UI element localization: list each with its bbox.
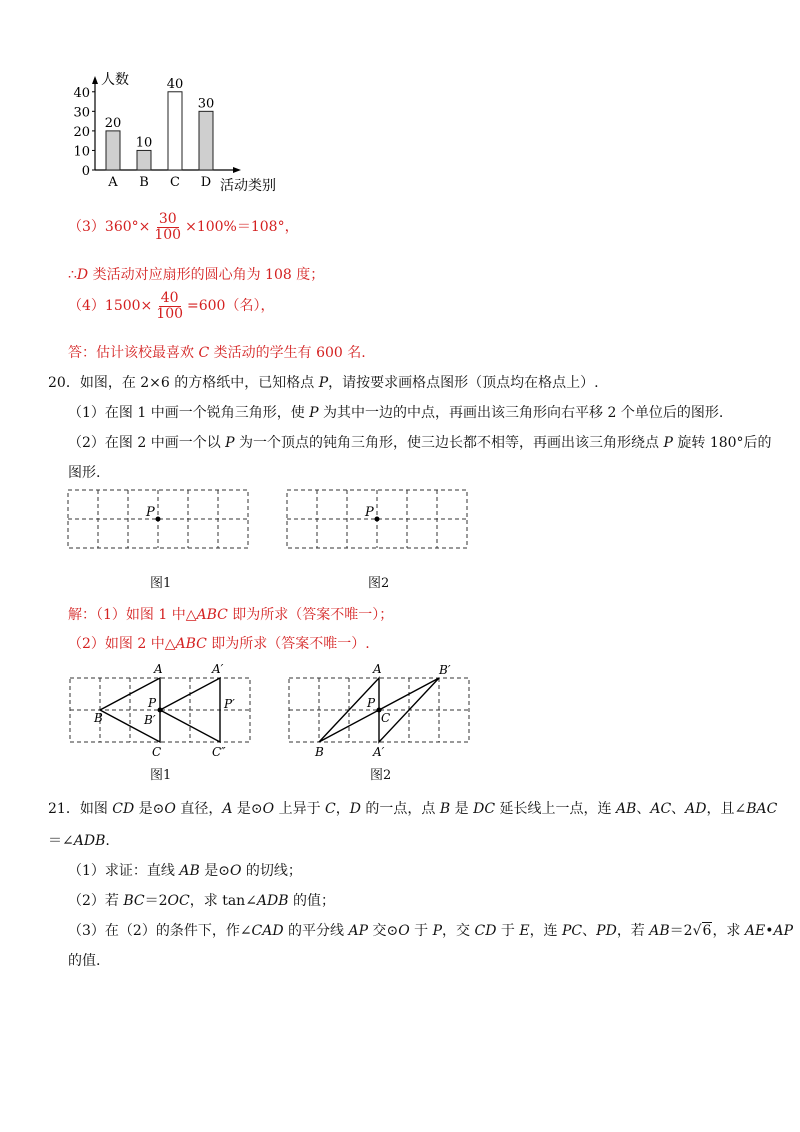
- q20-grid-fig1: [66, 488, 256, 552]
- label-C: C: [381, 711, 391, 725]
- y-tick-label: 40: [73, 85, 90, 101]
- label-A: A: [154, 662, 163, 676]
- var-AC: AC: [650, 801, 672, 817]
- bar-A: [106, 131, 120, 170]
- var-AE-AP: AE•AP: [744, 923, 794, 939]
- bar-chart: [60, 70, 320, 200]
- q20-part1-pre: （1）在图 1 中画一个锐角三角形，使: [68, 405, 310, 421]
- sol19-p4-suffix: =600（名），: [187, 298, 275, 315]
- q20-part2: [68, 432, 772, 452]
- var-O: O: [229, 863, 242, 879]
- var-AB: AB: [615, 801, 637, 817]
- sol19-answer: [68, 342, 366, 362]
- q21-text: 直径，: [175, 801, 223, 817]
- label-B2: B′: [439, 663, 451, 677]
- var-PD: PD: [596, 923, 617, 939]
- label-C1: C″: [212, 745, 226, 759]
- label-A2: A′: [373, 745, 385, 759]
- bar-value-label: 20: [104, 115, 122, 131]
- var-PC: PC: [562, 923, 583, 939]
- q20-part2-post2: 旋转 180°后的: [672, 435, 772, 451]
- point-P-label: P: [146, 505, 155, 520]
- var-O: O: [262, 801, 275, 817]
- sol20-figure1: [66, 660, 266, 760]
- var-AB: AB: [179, 863, 200, 879]
- var-E: E: [519, 923, 530, 939]
- y-tick-label: 10: [73, 144, 90, 160]
- sol20-line1: [68, 604, 393, 624]
- q20-part2-post: 为一个顶点的钝角三角形，使三边长都不相等，再画出该三角形绕点: [234, 435, 664, 451]
- var-D: D: [349, 801, 361, 817]
- q21-text: 的一点，点: [360, 801, 440, 817]
- var-ADB: ADB: [256, 893, 289, 909]
- bar-value-label: 30: [197, 96, 215, 112]
- bar-value-label: 40: [166, 76, 184, 92]
- fig1-caption: 图1: [150, 576, 172, 591]
- q21-text: 21．如图: [48, 801, 113, 817]
- q21-text: 延长线上一点，连: [495, 801, 616, 817]
- var-CAD: CAD: [251, 923, 284, 939]
- y-tick-label: 0: [81, 164, 90, 179]
- therefore-symbol: ∴: [68, 267, 77, 283]
- q21-text: （3）在（2）的条件下，作∠: [68, 923, 252, 939]
- q21-text: 交⊙: [368, 923, 399, 939]
- fig2-caption: 图2: [368, 576, 390, 591]
- x-tick-label: D: [200, 175, 212, 190]
- label-A: A: [373, 662, 382, 676]
- q21-text: ，求: [712, 923, 745, 939]
- q20-part1-post: 为其中一边的中点，再画出该三角形向右平移 2 个单位后的图形.: [318, 405, 724, 421]
- label-A1: A′: [212, 662, 224, 676]
- sol20-line2-post: 即为所求（答案不唯一）.: [206, 636, 370, 652]
- point-P-dot: [156, 517, 161, 522]
- y-tick-label: 20: [73, 124, 90, 140]
- q21-text: 的平分线: [283, 923, 349, 939]
- y-axis-label: 人数: [101, 72, 129, 88]
- label-P1: P′: [224, 697, 235, 711]
- q21-part1: [68, 860, 302, 880]
- bar-B: [137, 150, 151, 170]
- y-tick-label: 30: [73, 105, 90, 121]
- q20-grid-fig2: [285, 488, 475, 552]
- label-B: B: [94, 711, 103, 725]
- var-AP: AP: [348, 923, 369, 939]
- bar-D: [199, 111, 213, 170]
- sol19-conclusion: [68, 264, 324, 284]
- sol20-figure2: [285, 660, 485, 760]
- q20-part1: [68, 402, 723, 422]
- var-B: B: [439, 801, 451, 817]
- q21-text: 于: [409, 923, 433, 939]
- var-ABC: ABC: [196, 607, 228, 623]
- q21-text: 、: [671, 801, 686, 817]
- q21-text: （2）若: [68, 893, 124, 909]
- sol19-p3-suffix: ×100%＝108°，: [185, 219, 299, 236]
- var-BC: BC: [123, 893, 145, 909]
- fraction-denominator: 100: [156, 305, 184, 322]
- bar-chart-layer: [73, 71, 276, 194]
- q21-text: 是: [450, 801, 474, 817]
- sol-fig2-caption: 图2: [370, 768, 392, 783]
- sol19-part3: [68, 212, 299, 242]
- fraction-40-100: [154, 291, 185, 321]
- sol-fig1-caption: 图1: [150, 768, 172, 783]
- sqrt-radicand: 6: [702, 923, 712, 939]
- x-tick-label: A: [108, 175, 118, 190]
- fraction-numerator: 40: [160, 290, 179, 306]
- var-C: C: [198, 345, 210, 361]
- answer-suffix: 类活动的学生有 600 名.: [209, 345, 366, 361]
- q21-text: ＝2: [669, 923, 693, 939]
- q20-part2-line2: 图形.: [68, 465, 101, 481]
- fraction-30-100: [152, 212, 183, 242]
- var-O: O: [398, 923, 410, 939]
- q20-stem-post: ，请按要求画格点图形（顶点均在格点上）.: [328, 375, 599, 391]
- q21-text: .: [105, 833, 110, 849]
- var-CD: CD: [474, 923, 497, 939]
- var-P: P: [663, 435, 673, 451]
- point-P-dot: [375, 517, 380, 522]
- label-B: B: [315, 745, 324, 759]
- q21-text: （1）求证：直线: [68, 863, 180, 879]
- q21-text: 是⊙: [232, 801, 263, 817]
- q21-text: ，且∠: [706, 801, 747, 817]
- sol20-line1-pre: 解：（1）如图 1 中△: [68, 607, 197, 623]
- label-C: C: [152, 745, 162, 759]
- sol20-line2: [68, 633, 370, 653]
- answer-prefix: 答：估计该校最喜欢: [68, 345, 199, 361]
- q21-text: 的切线；: [241, 863, 302, 879]
- q21-text: 、: [582, 923, 597, 939]
- q21-line1: [48, 798, 777, 818]
- q21-text: ＝2: [144, 893, 168, 909]
- q21-text: ，若: [616, 923, 650, 939]
- q21-text: ，求 tan∠: [189, 893, 257, 909]
- var-CD: CD: [112, 801, 135, 817]
- q20-part2-pre: （2）在图 2 中画一个以: [68, 435, 226, 451]
- var-D: D: [76, 267, 89, 283]
- point-P-label: P: [365, 505, 374, 520]
- sol20-line1-post: 即为所求（答案不唯一）；: [227, 607, 394, 623]
- sol19-conclusion-text: 类活动对应扇形的圆心角为 108 度；: [88, 267, 325, 283]
- sqrt-symbol: √: [692, 923, 702, 939]
- fraction-numerator: 30: [158, 211, 177, 227]
- var-P: P: [225, 435, 235, 451]
- var-AD: AD: [685, 801, 707, 817]
- sol19-p3-prefix: （3）360°×: [68, 219, 151, 236]
- sol19-part4: [68, 291, 274, 321]
- var-BAC: BAC: [746, 801, 778, 817]
- var-P: P: [432, 923, 443, 939]
- bar-C: [168, 92, 182, 170]
- q20-stem-pre: 20．如图，在 2×6 的方格纸中，已知格点: [48, 375, 319, 391]
- var-A: A: [222, 801, 233, 817]
- q21-text: ，交: [442, 923, 475, 939]
- fraction-denominator: 100: [154, 226, 182, 243]
- q21-text: 于: [496, 923, 520, 939]
- var-P: P: [318, 375, 329, 391]
- q21-part3-line2: 的值.: [68, 953, 101, 969]
- q21-text: 上异于: [274, 801, 326, 817]
- q21-text: 、: [636, 801, 651, 817]
- sol20-line2-pre: （2）如图 2 中△: [68, 636, 176, 652]
- q21-part2: [68, 890, 335, 910]
- y-axis-arrow: [92, 76, 98, 84]
- label-P: P: [148, 696, 157, 710]
- var-ADB: ADB: [73, 833, 106, 849]
- q21-line2: [48, 830, 110, 850]
- q21-text: 是⊙: [134, 801, 165, 817]
- var-OC: OC: [167, 893, 190, 909]
- q21-text: 是⊙: [199, 863, 230, 879]
- bar-value-label: 10: [135, 135, 153, 151]
- q21-part3: [68, 920, 793, 940]
- sol19-p4-prefix: （4）1500×: [68, 298, 153, 315]
- q21-text: ，: [335, 801, 350, 817]
- q21-text: ，连: [529, 923, 563, 939]
- x-axis-arrow: [233, 167, 241, 173]
- var-O: O: [164, 801, 176, 817]
- q21-text: ＝∠: [48, 833, 74, 849]
- label-B1: B′: [144, 713, 156, 727]
- var-AB: AB: [649, 923, 670, 939]
- label-P: P: [367, 696, 376, 710]
- var-P: P: [309, 405, 319, 421]
- q21-text: 的值；: [288, 893, 335, 909]
- x-tick-label: C: [170, 175, 180, 190]
- var-DC: DC: [473, 801, 496, 817]
- var-C: C: [325, 801, 336, 817]
- x-tick-label: B: [139, 175, 149, 190]
- q20-stem: [48, 372, 599, 392]
- x-axis-label: 活动类别: [220, 178, 276, 194]
- var-ABC: ABC: [175, 636, 207, 652]
